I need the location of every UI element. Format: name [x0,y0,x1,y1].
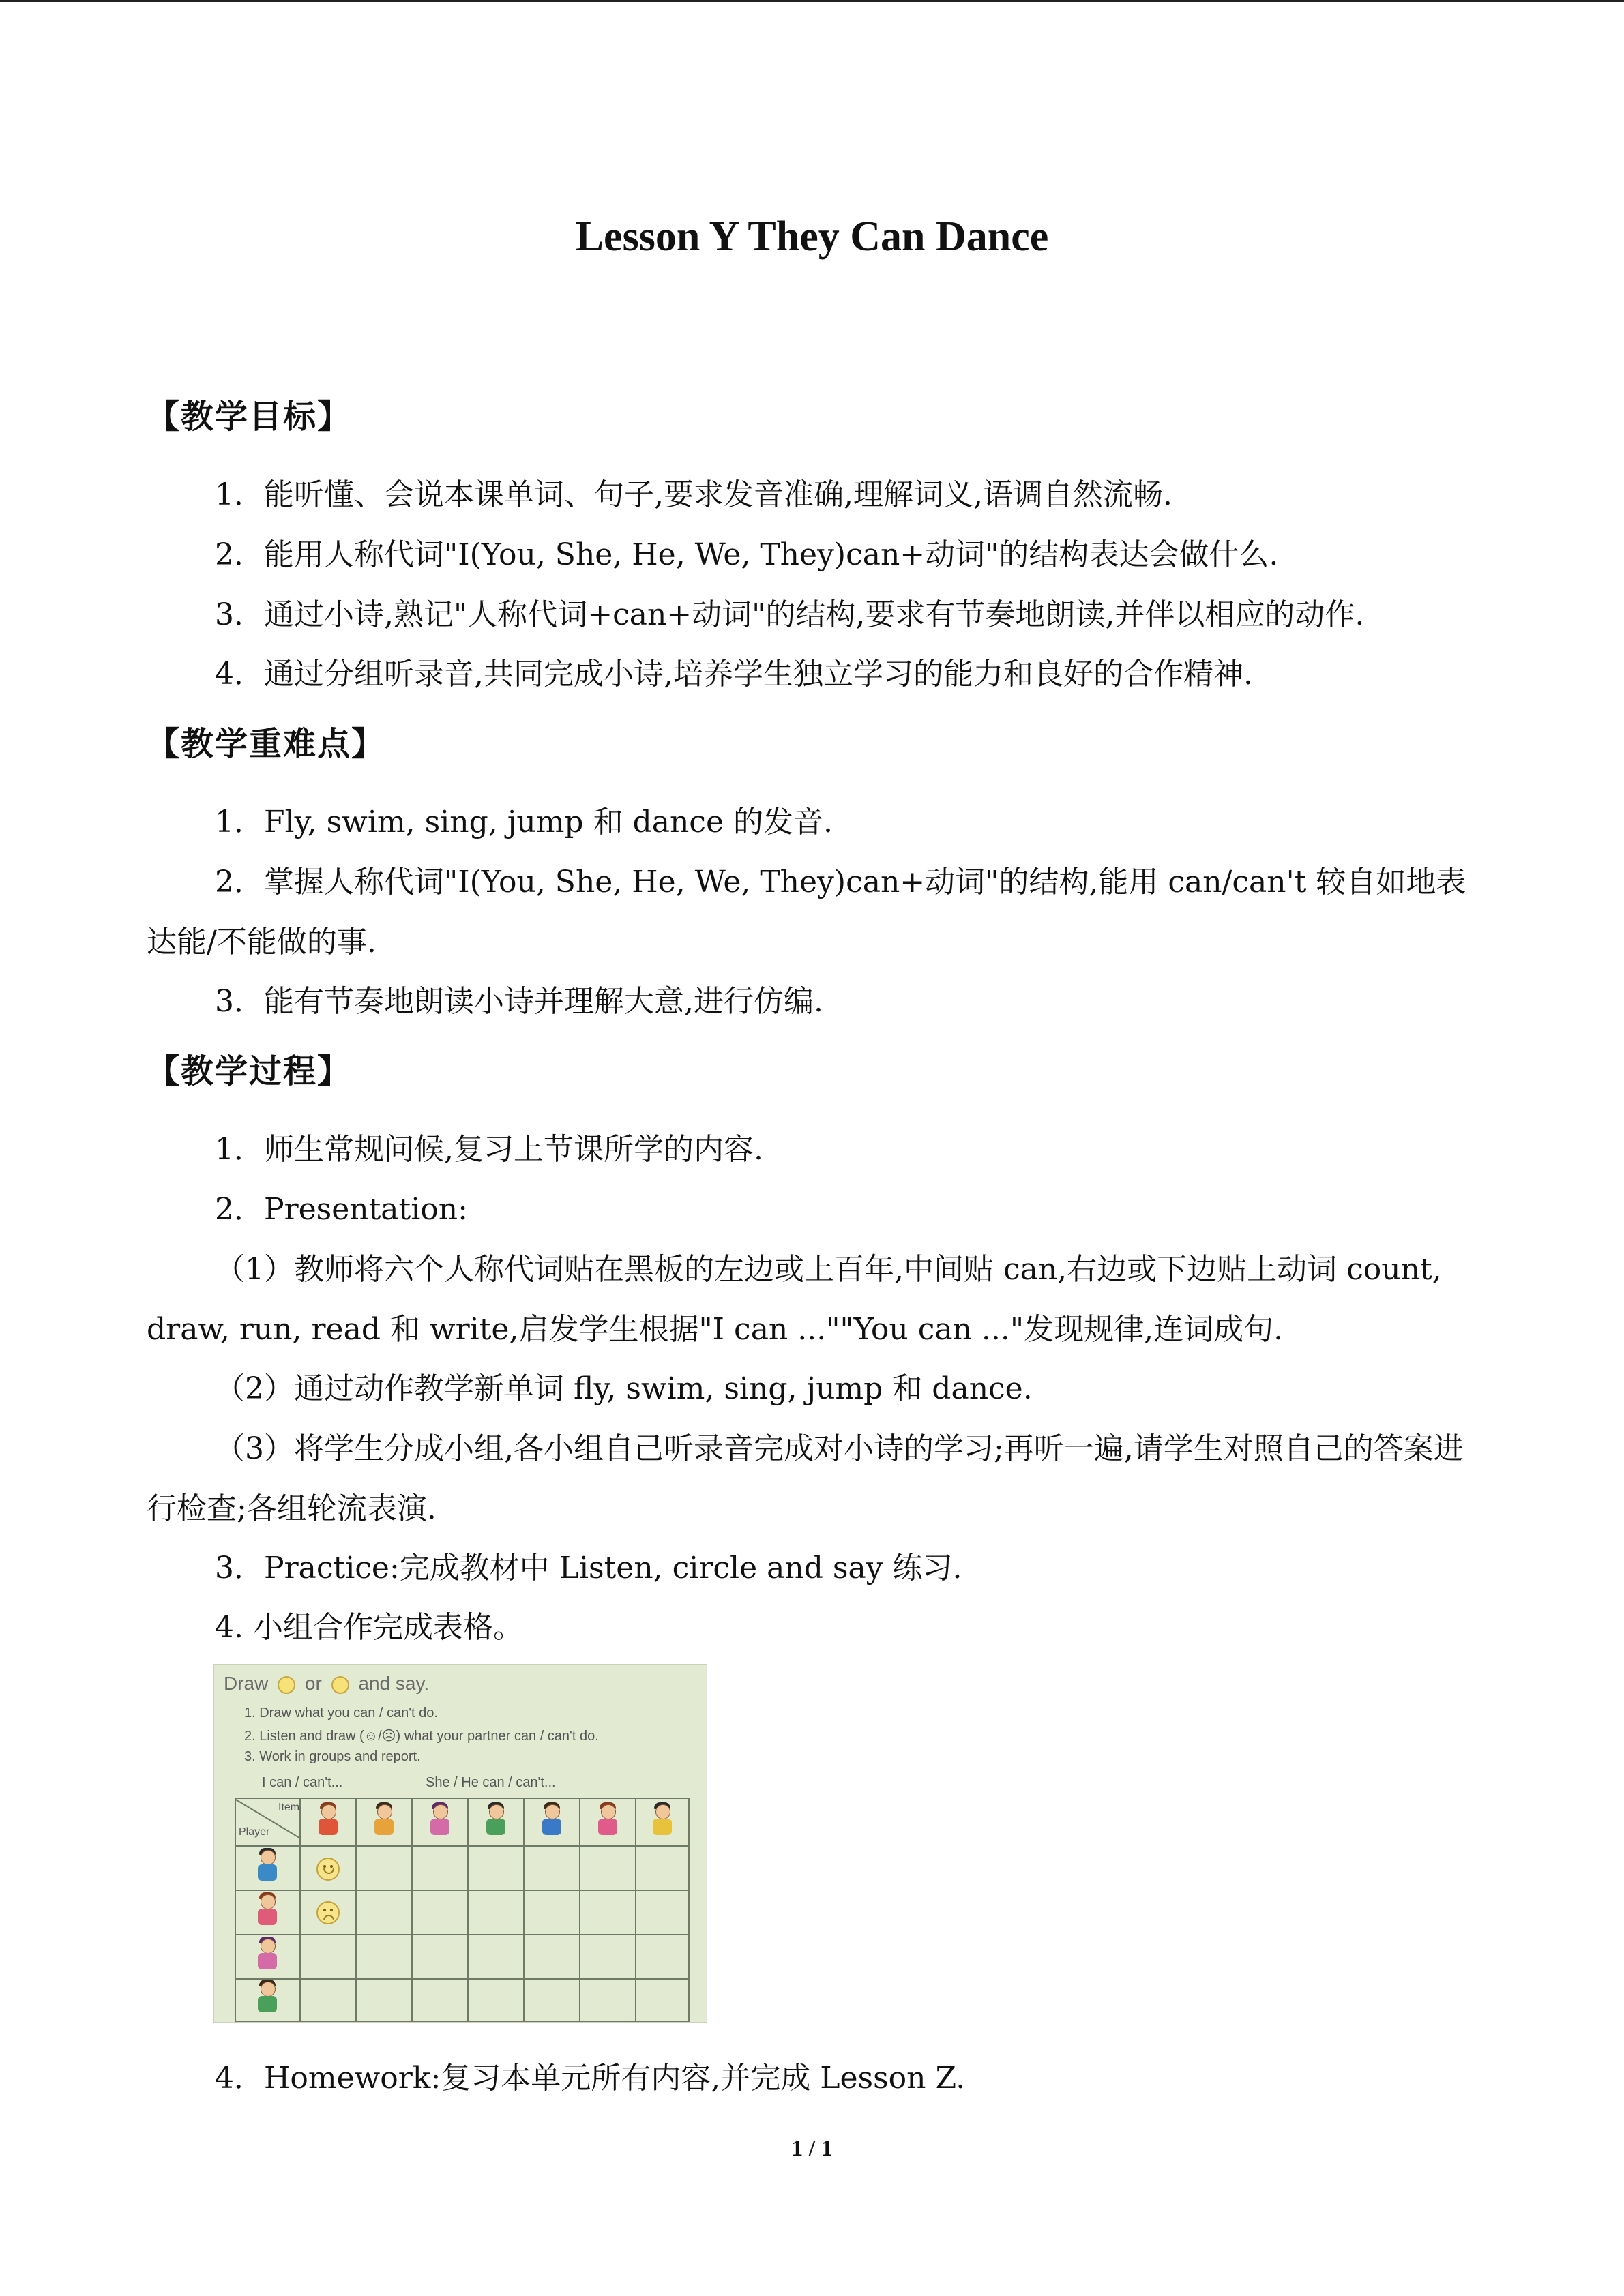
page-title: Lesson Y They Can Dance [575,213,1049,260]
player-picture-icon [254,1850,281,1885]
grid-line [236,2021,690,2022]
player-picture-icon [254,1939,281,1974]
process-item-3: 3．Practice:完成教材中 Listen, circle and say 练习. [215,1551,962,1585]
objective-item-2: 2．能用人称代词"I(You, She, He, We, They)can+动词"的结构表达会做什么. [215,537,1279,572]
smiley-face-icon [278,1676,295,1694]
key-point-item-2: 2．掌握人称代词"I(You, She, He, We, They)can+动词"的结构,能用 can/can't 较自如地表达能/不能做的事. [147,865,1466,959]
figure-instruction-3: 3. Work in groups and report. [244,1749,421,1764]
process-substep-2: （2）通过动作教学新单词 fly, swim, sing, jump 和 dance. [215,1371,1033,1406]
exercise-table [235,1798,690,2022]
key-point-item-1: 1．Fly, swim, sing, jump 和 dance 的发音. [215,805,833,839]
process-item-4: 4. 小组合作完成表格。 [215,1610,523,1645]
process-item-1: 1．师生常规问候,复习上节课所学的内容. [215,1132,763,1167]
section-heading-key-points: 【教学重难点】 [147,725,386,763]
table-column-label: Item [278,1802,300,1813]
grid-line [411,1799,413,2022]
objective-item-4: 4．通过分组听录音,共同完成小诗,培养学生独立学习的能力和良好的合作精神. [215,657,1253,691]
player-picture-icon [254,1982,281,2017]
sad-face-icon [316,1901,340,1924]
grid-line [467,1799,469,2022]
process-item-homework: 4．Homework:复习本单元所有内容,并完成 Lesson Z. [215,2061,966,2096]
objective-item-3: 3．通过小诗,熟记"人称代词+can+动词"的结构,要求有节奏地朗读,并伴以相应的动作. [215,597,1365,632]
activity-picture-icon [370,1804,398,1840]
grid-line [355,1799,357,2022]
activity-picture-icon [482,1804,510,1840]
sad-face-icon [331,1676,349,1694]
activity-picture-icon [594,1804,621,1840]
activity-picture-icon [538,1804,565,1840]
page-number: 1 / 1 [791,2136,833,2161]
figure-title-draw: Draw [224,1673,269,1694]
objective-item-1: 1．能听懂、会说本课单词、句子,要求发音准确,理解词义,语调自然流畅. [215,477,1172,512]
figure-instruction-2: 2. Listen and draw (☺/☹) what your partner can / can't do. [244,1729,599,1744]
grid-line [236,1890,690,1891]
activity-picture-icon [649,1804,676,1840]
player-picture-icon [254,1894,281,1930]
process-item-2: 2．Presentation: [215,1192,468,1227]
grid-line [688,1799,690,2022]
activity-picture-icon [426,1804,454,1840]
figure-title [224,1673,429,1695]
smiley-face-icon [316,1858,340,1881]
grid-line [579,1799,580,2022]
textbook-exercise-image [213,1664,707,2023]
table-row-label: Player [239,1826,270,1838]
section-heading-process: 【教学过程】 [147,1052,352,1090]
figure-instruction-1: 1. Draw what you can / can't do. [244,1705,438,1720]
grid-line [299,1799,301,2022]
grid-line [635,1799,636,2022]
figure-title-and-say: and say. [358,1673,430,1694]
section-heading-objectives: 【教学目标】 [147,398,352,436]
grid-line [236,1845,690,1847]
grid-line [523,1799,525,2022]
key-point-item-3: 3．能有节奏地朗读小诗并理解大意,进行仿编. [215,984,823,1019]
process-substep-3: （3）将学生分成小组,各小组自己听录音完成对小诗的学习;再听一遍,请学生对照自己的答案进行检查;各组轮流表演. [147,1431,1464,1526]
grid-line [236,1978,690,1980]
top-border-line [0,0,1624,2]
grid-line [236,1934,690,1935]
figure-title-or: or [304,1673,322,1694]
figure-header-right: She / He can / can't... [426,1775,556,1790]
activity-picture-icon [314,1804,342,1840]
figure-header-left: I can / can't... [262,1775,343,1790]
process-substep-1: （1）教师将六个人称代词贴在黑板的左边或上百年,中间贴 can,右边或下边贴上动词 count, draw, run, read 和 write,启发学生根据"I can ...""You can ..."发现规律,连词成句. [147,1252,1442,1347]
